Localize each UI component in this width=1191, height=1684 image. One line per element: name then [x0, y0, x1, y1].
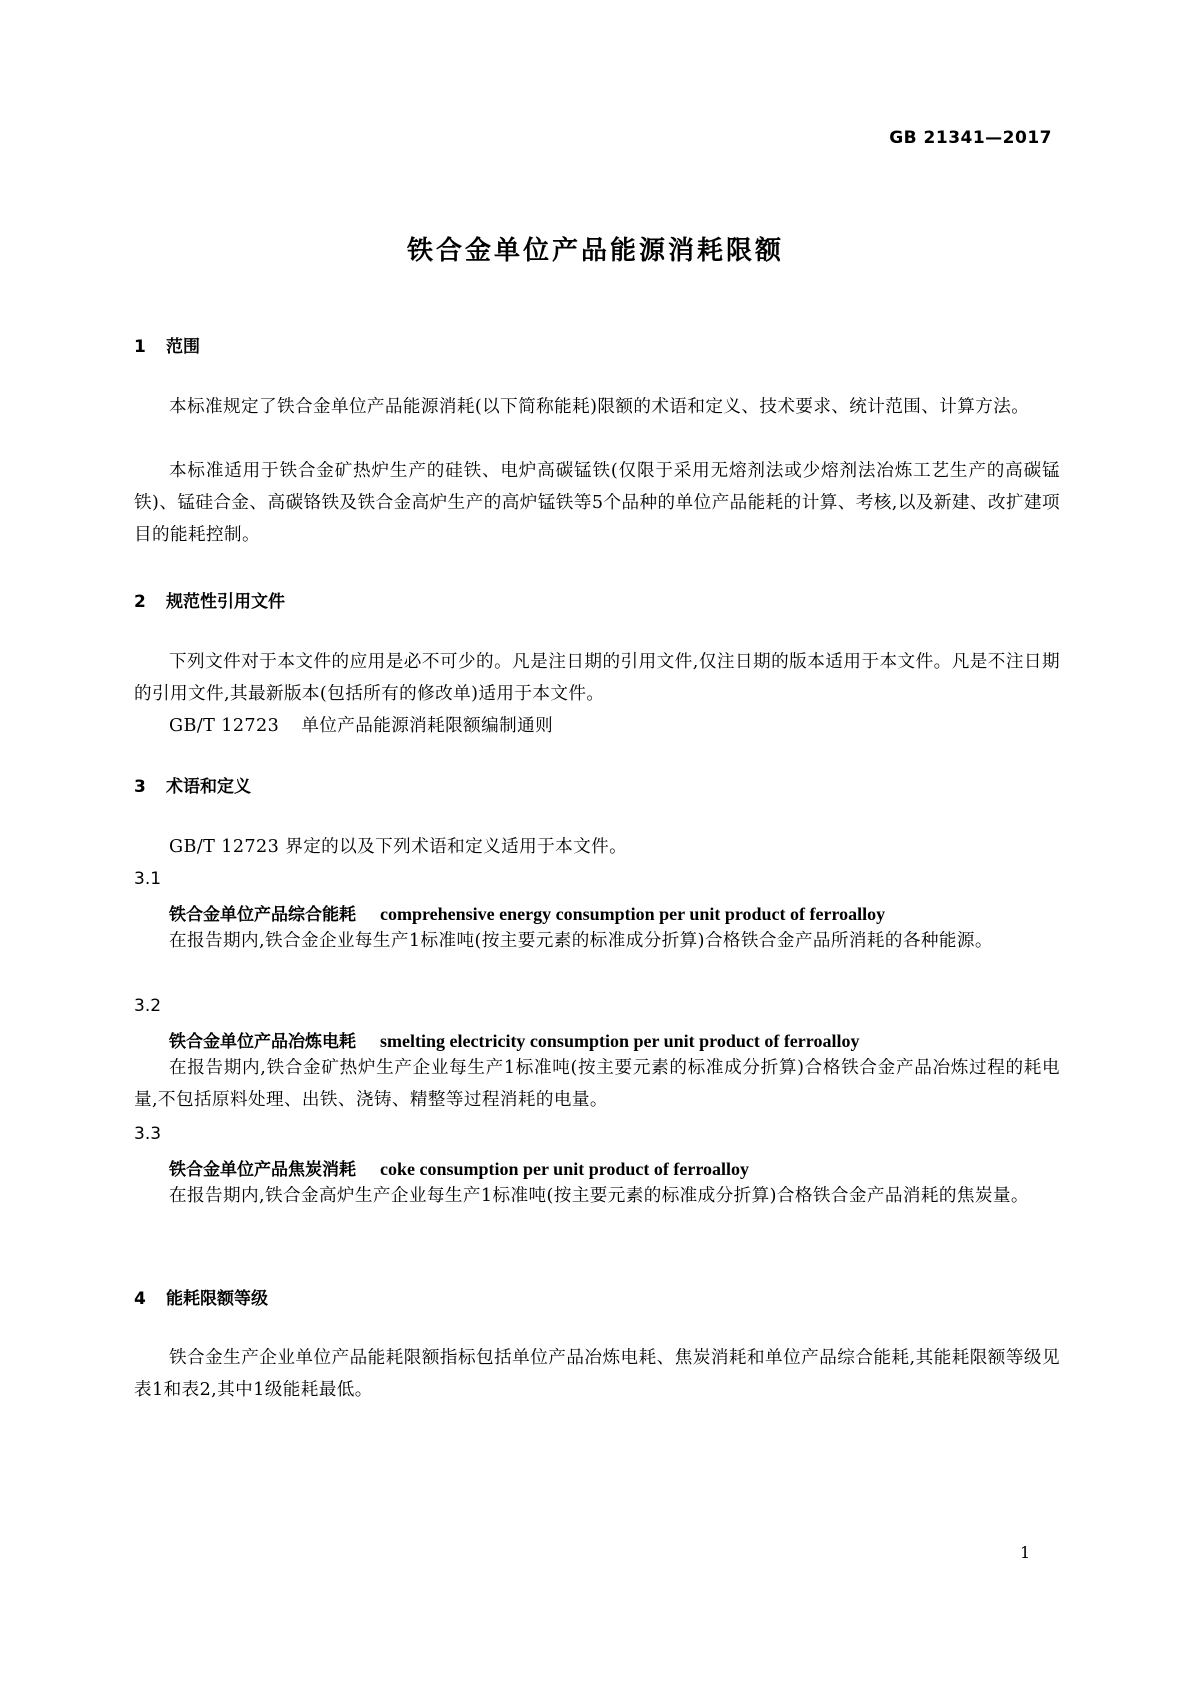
document-code: GB 21341—2017	[889, 128, 1052, 148]
section-1-paragraph-1: 本标准规定了铁合金单位产品能源消耗(以下简称能耗)限额的术语和定义、技术要求、统计范围、计算方法。	[169, 397, 1030, 417]
section-2-paragraph-1: 下列文件对于本文件的应用是必不可少的。凡是注日期的引用文件,仅注日期的版本适用于本文件。凡是不注日期的引用文件,其最新版本(包括所有的修改单)适用于本文件。	[134, 652, 1060, 704]
section-4-heading	[134, 1284, 268, 1309]
section-2-number: 2	[134, 592, 146, 612]
term-entry	[169, 1027, 859, 1052]
section-3-intro: GB/T 12723 界定的以及下列术语和定义适用于本文件。	[169, 837, 628, 857]
clause-number: 3.1	[134, 869, 162, 889]
term-chinese: 铁合金单位产品焦炭消耗	[169, 1160, 356, 1180]
term-definition: 在报告期内,铁合金高炉生产企业每生产1标准吨(按主要元素的标准成分折算)合格铁合金产品消耗的焦炭量。	[169, 1186, 1029, 1206]
normative-reference	[169, 710, 553, 742]
page-number: 1	[1020, 1543, 1031, 1562]
document-title: 铁合金单位产品能源消耗限额	[406, 236, 784, 266]
section-1-heading	[134, 332, 200, 357]
section-1-title: 范围	[166, 337, 200, 357]
term-english: comprehensive energy consumption per unit product of ferroalloy	[380, 904, 886, 924]
clause-number: 3.2	[134, 996, 162, 1016]
section-3-number: 3	[134, 777, 146, 797]
section-3-title: 术语和定义	[166, 777, 251, 797]
section-4-paragraph-1: 铁合金生产企业单位产品能耗限额指标包括单位产品冶炼电耗、焦炭消耗和单位产品综合能耗,其能耗限额等级见表1和表2,其中1级能耗最低。	[134, 1348, 1060, 1400]
reference-code: GB/T 12723	[169, 716, 280, 736]
section-2-title: 规范性引用文件	[166, 592, 285, 612]
term-entry	[169, 900, 885, 925]
term-definition: 在报告期内,铁合金矿热炉生产企业每生产1标准吨(按主要元素的标准成分折算)合格铁合金产品冶炼过程的耗电量,不包括原料处理、出铁、浇铸、精整等过程消耗的电量。	[134, 1058, 1060, 1110]
section-4-title: 能耗限额等级	[166, 1289, 268, 1309]
section-1-paragraph-2: 本标准适用于铁合金矿热炉生产的硅铁、电炉高碳锰铁(仅限于采用无熔剂法或少熔剂法冶炼工艺生产的高碳锰铁)、锰硅合金、高碳铬铁及铁合金高炉生产的高炉锰铁等5个品种的单位产品能耗的计算、考核,以及新建、改扩建项目的能耗控制。	[134, 461, 1060, 545]
term-chinese: 铁合金单位产品综合能耗	[169, 905, 356, 925]
term-chinese: 铁合金单位产品冶炼电耗	[169, 1032, 356, 1052]
section-1-number: 1	[134, 337, 146, 357]
clause-number: 3.3	[134, 1124, 162, 1144]
term-english: smelting electricity consumption per unit product of ferroalloy	[380, 1031, 860, 1051]
section-3-heading	[134, 772, 251, 797]
term-english: coke consumption per unit product of ferroalloy	[380, 1159, 750, 1179]
reference-title: 单位产品能源消耗限额编制通则	[301, 716, 554, 736]
section-2-heading	[134, 587, 285, 612]
section-4-number: 4	[134, 1289, 146, 1309]
term-entry	[169, 1155, 749, 1180]
term-definition: 在报告期内,铁合金企业每生产1标准吨(按主要元素的标准成分折算)合格铁合金产品所消耗的各种能源。	[169, 931, 993, 951]
